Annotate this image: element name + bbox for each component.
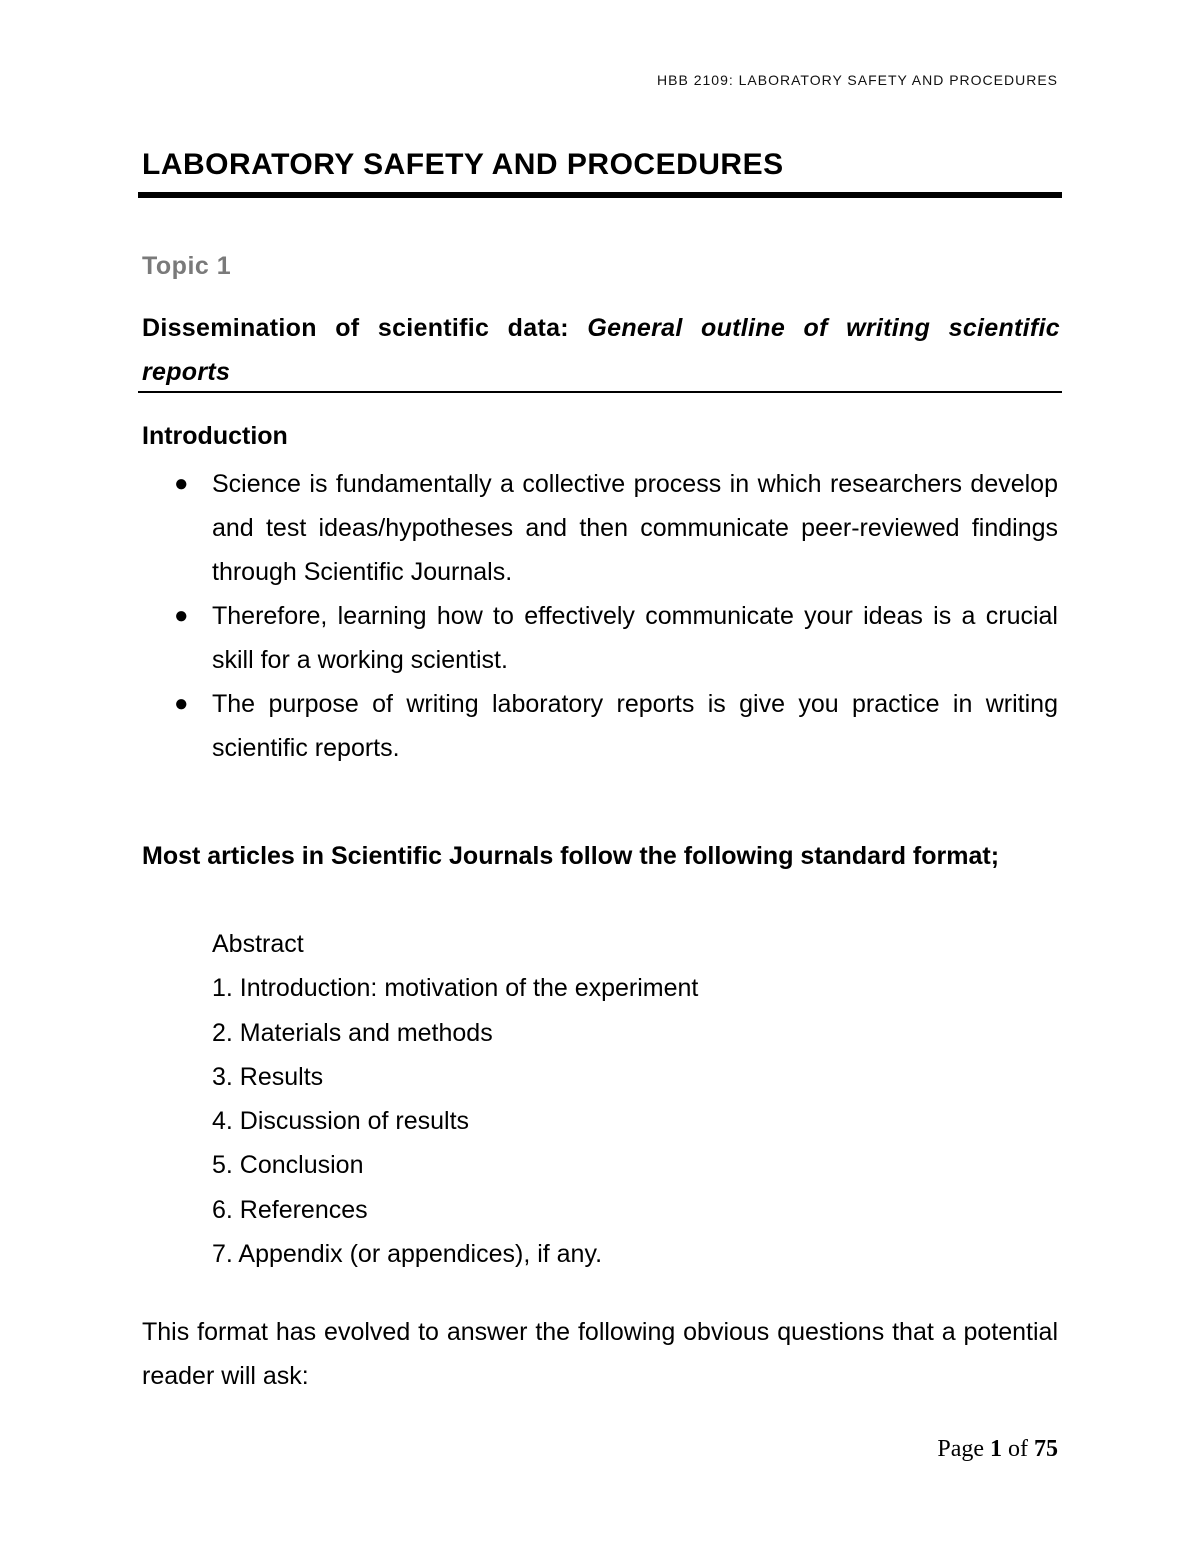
bullet-text: Science is fundamentally a collective process in which researchers develop and test ideas/hypotheses and then communicate peer-reviewed findings through Scientific Journals. [212, 470, 1058, 586]
topic-label: Topic 1 [142, 252, 232, 280]
page-of: of [1008, 1436, 1028, 1462]
subtitle-italic-part: General outline of writing scientific reports [142, 314, 1061, 386]
bullet-text: Therefore, learning how to effectively communicate your ideas is a crucial skill for a working scientist. [212, 602, 1058, 674]
subtitle-divider [138, 391, 1062, 393]
subtitle-bold-part: Dissemination of scientific data: [142, 314, 569, 342]
page-number [937, 1436, 1058, 1463]
page-prefix: Page [937, 1436, 984, 1462]
running-header: HBB 2109: LABORATORY SAFETY AND PROCEDURES [657, 72, 1058, 88]
topic-subtitle [142, 306, 1060, 394]
format-heading: Most articles in Scientific Journals follow the following standard format; [142, 842, 1000, 870]
closing-paragraph: This format has evolved to answer the following obvious questions that a potential reader will ask: [142, 1318, 1058, 1390]
format-item: 6. References [212, 1195, 368, 1224]
format-item: 3. Results [212, 1062, 324, 1091]
format-item: Abstract [212, 930, 304, 958]
format-item: 5. Conclusion [212, 1151, 364, 1180]
page-total: 75 [1034, 1436, 1058, 1462]
page-current: 1 [990, 1436, 1002, 1462]
bullet-icon: ● [174, 602, 189, 629]
title-divider [138, 192, 1062, 198]
bullet-text: The purpose of writing laboratory reports is give you practice in writing scientific reports. [212, 690, 1058, 762]
format-item: 1. Introduction: motivation of the experiment [212, 974, 699, 1003]
bullet-icon: ● [174, 470, 189, 497]
bullet-icon: ● [174, 690, 189, 717]
format-list [212, 922, 698, 1276]
document-title: LABORATORY SAFETY AND PROCEDURES [142, 148, 784, 181]
format-item: 2. Materials and methods [212, 1018, 493, 1047]
bullet-item [142, 594, 1058, 682]
format-item: 4. Discussion of results [212, 1107, 470, 1136]
introduction-bullet-list [142, 462, 1058, 770]
format-item: 7. Appendix (or appendices), if any. [212, 1240, 603, 1269]
bullet-item [142, 682, 1058, 770]
introduction-heading: Introduction [142, 422, 288, 450]
bullet-item [142, 462, 1058, 594]
